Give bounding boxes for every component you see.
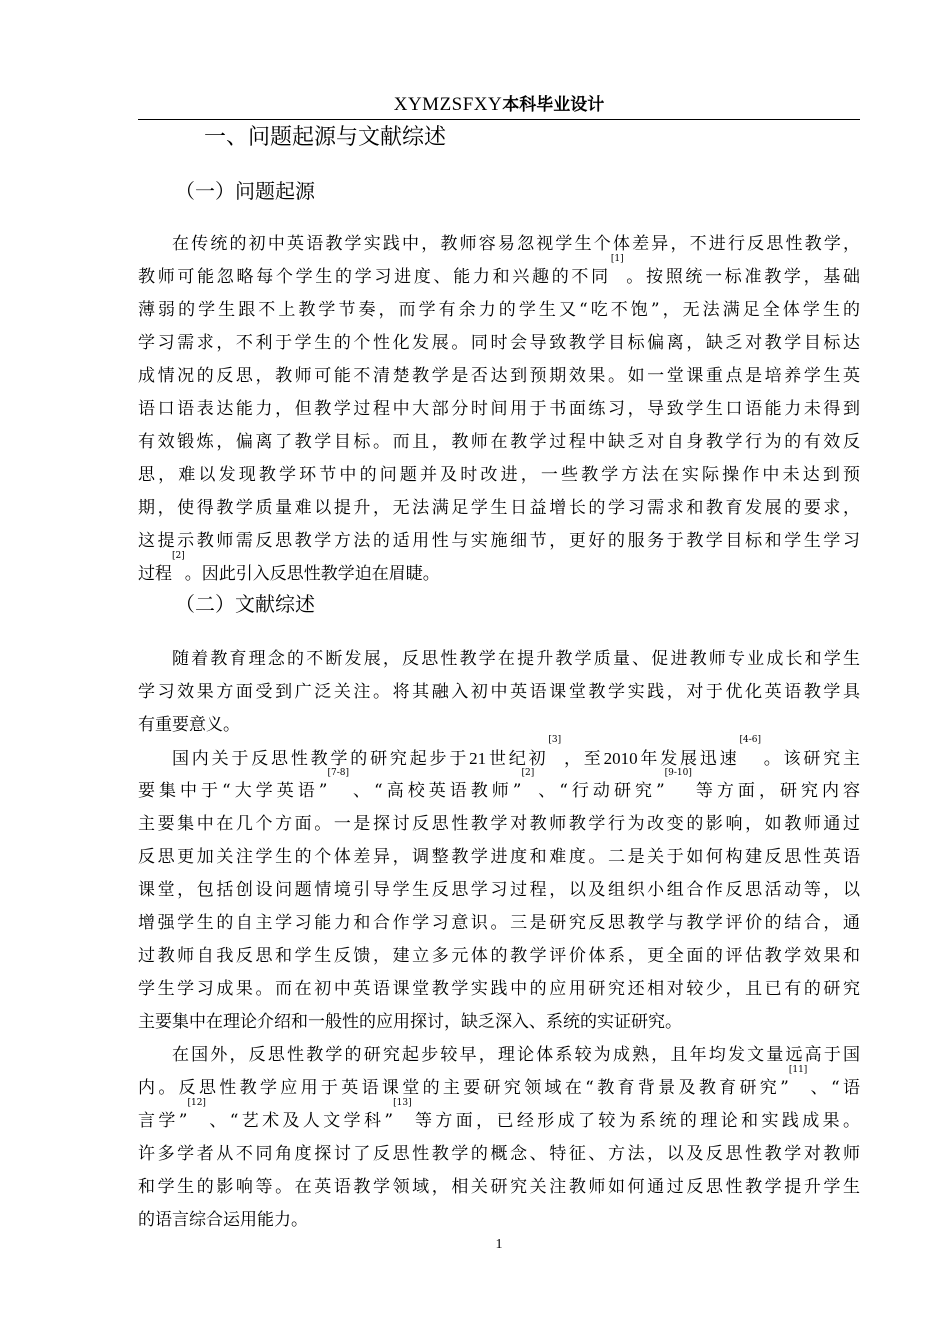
citation: [3]	[548, 735, 562, 745]
section-heading-origin: （一）问题起源	[175, 179, 315, 203]
text-line: 增强学生的自主学习能力和合作学习意识。三是研究反思教学与教学评价的结合，通	[138, 913, 860, 933]
text-line: 学习效果方面受到广泛关注。将其融入初中英语课堂教学实践，对于优化英语教学具	[138, 682, 860, 702]
citation: [9-10]	[664, 768, 692, 778]
text-line: 这提示教师需反思教学方法的适用性与实施细节，更好的服务于教学目标和学生学习	[138, 531, 860, 551]
text-line: 主要集中在几个方面。一是探讨反思性教学对教师教学行为改变的影响，如教师通过	[138, 814, 860, 834]
section-origin-paragraph	[138, 228, 860, 591]
text-line: 和学生的影响等。在英语教学领域，相关研究关注教师如何通过反思性教学提升学生	[138, 1177, 860, 1197]
page-header	[138, 90, 860, 119]
citation: [2]	[172, 551, 185, 561]
text-line: 过教师自我反思和学生反馈，建立多元体的教学评价体系，更全面的评估教学效果和	[138, 946, 860, 966]
text-line: 学生学习成果。而在初中英语课堂教学实践中的应用研究还相对较少，且已有的研究	[138, 979, 860, 999]
text-line: 言学”[12]、“艺术及人文学科”[13]等方面，已经形成了较为系统的理论和实践成果。	[138, 1098, 860, 1131]
text-line: 课堂，包括创设问题情境引导学生反思学习过程，以及组织小组合作反思活动等，以	[138, 880, 860, 900]
citation: [12]	[187, 1098, 206, 1108]
text-line: 薄弱的学生跟不上教学节奏，而学有余力的学生又“吃不饱”，无法满足全体学生的	[138, 300, 860, 320]
text-line: 教师可能忽略每个学生的学习进度、能力和兴趣的不同[1]。按照统一标准教学，基础	[138, 254, 861, 287]
section-heading-review: （二）文献综述	[175, 592, 315, 616]
text-line: 有重要意义。	[138, 715, 240, 735]
citation: [11]	[788, 1065, 808, 1075]
page-number: 1	[495, 1237, 503, 1252]
text-line: 许多学者从不同角度探讨了反思性教学的概念、特征、方法，以及反思性教学对教师	[138, 1144, 860, 1164]
section-review-paragraphs	[138, 643, 860, 1237]
header-latin: XYMZSFXY	[393, 94, 503, 115]
citation: [2]	[521, 768, 535, 778]
citation: [1]	[610, 254, 624, 264]
text-line: 随着教育理念的不断发展，反思性教学在提升教学质量、促进教师专业成长和学生	[172, 649, 860, 669]
text-line: 学习需求，不利于学生的个性化发展。同时会导致教学目标偏离，缺乏对教学目标达	[138, 333, 860, 353]
text-line: 在传统的初中英语教学实践中，教师容易忽视学生个体差异，不进行反思性教学，	[172, 234, 860, 254]
citation: [13]	[393, 1098, 412, 1108]
text-line: 要集中于“大学英语”[7-8]、“高校英语教师”[2]、“行动研究”[9-10]等方面，研究内容	[138, 768, 860, 801]
text-line: 期，使得教学质量难以提升，无法满足学生日益增长的学习需求和教育发展的要求，	[138, 498, 860, 518]
citation: [4-6]	[739, 735, 761, 745]
text-line: 语口语表达能力，但教学过程中大部分时间用于书面练习，导致学生口语能力未得到	[138, 399, 860, 419]
text-line: 在国外，反思性教学的研究起步较早，理论体系较为成熟，且年均发文量远高于国	[172, 1045, 860, 1065]
text-line: 过程[2]。因此引入反思性教学迫在眉睫。	[138, 551, 440, 584]
text-line: 反思更加关注学生的个体差异，调整教学进度和难度。二是关于如何构建反思性英语	[138, 847, 860, 867]
text-line: 成情况的反思，教师可能不清楚教学是否达到预期效果。如一堂课重点是培养学生英	[138, 366, 860, 386]
text-line: 主要集中在理论介绍和一般性的应用探讨，缺乏深入、系统的实证研究。	[138, 1012, 682, 1032]
text-line: 内。反思性教学应用于英语课堂的主要研究领域在“教育背景及教育研究”[11]、“语	[138, 1065, 860, 1098]
citation: [7-8]	[327, 768, 349, 778]
header-rule	[138, 119, 860, 120]
chapter-title: 一、问题起源与文献综述	[204, 125, 447, 150]
text-line: 国内关于反思性教学的研究起步于21世纪初[3]，至2010年发展迅速[4-6]。该研究主	[172, 735, 861, 769]
text-line: 的语言综合运用能力。	[138, 1210, 308, 1230]
header-title: 本科毕业设计	[502, 95, 605, 115]
text-line: 有效锻炼，偏离了教学目标。而且，教师在教学过程中缺乏对自身教学行为的有效反	[138, 432, 860, 452]
text-line: 思，难以发现教学环节中的问题并及时改进，一些教学方法在实际操作中未达到预	[138, 465, 860, 485]
